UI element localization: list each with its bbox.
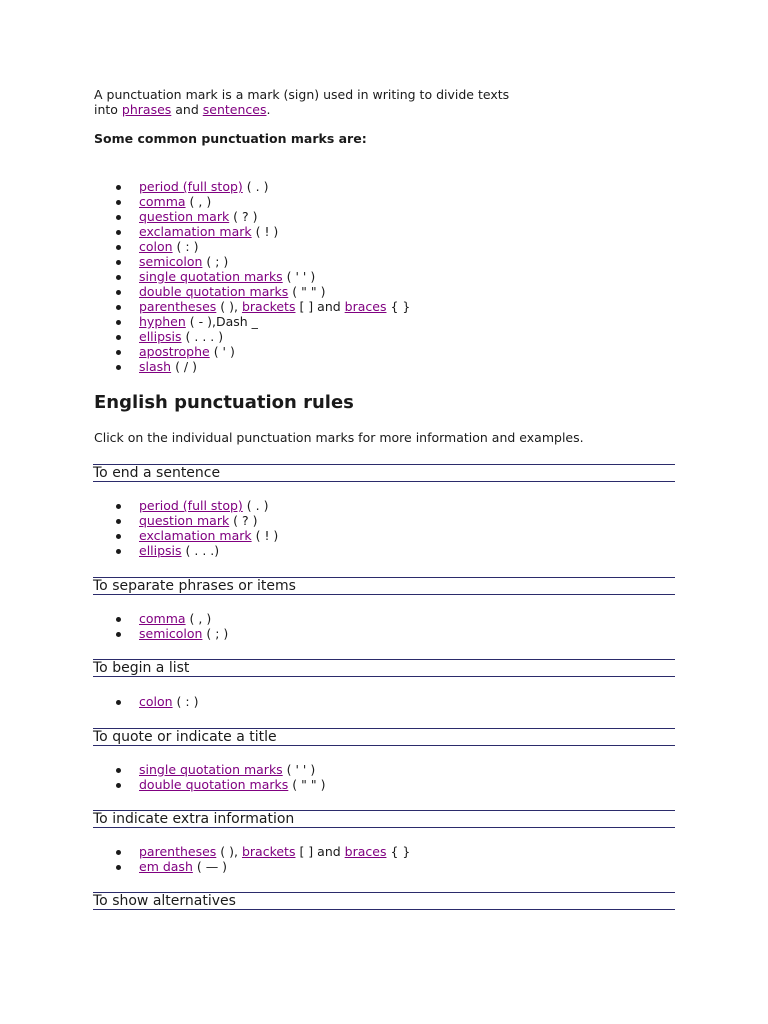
item-symbol: ( . . . ) bbox=[181, 329, 224, 344]
intro-line-2 bbox=[94, 102, 509, 117]
list-item bbox=[94, 762, 325, 777]
list-item bbox=[94, 498, 278, 513]
intro-paragraph bbox=[94, 87, 509, 117]
begin-list-list bbox=[94, 694, 198, 709]
link-semicolon[interactable]: semicolon bbox=[139, 626, 203, 641]
section-heading-end-sentence: To end a sentence bbox=[93, 464, 675, 482]
link-single-quotation-marks[interactable]: single quotation marks bbox=[139, 269, 283, 284]
link-brackets[interactable]: brackets bbox=[241, 844, 296, 859]
item-symbol: ( ' ' ) bbox=[282, 762, 316, 777]
item-symbol: ( , ) bbox=[185, 194, 212, 209]
item-symbol: ( ), bbox=[216, 299, 242, 314]
link-sentences[interactable]: sentences bbox=[202, 102, 267, 117]
list-item bbox=[94, 239, 410, 254]
list-item bbox=[94, 859, 410, 874]
item-symbol: ( — ) bbox=[192, 859, 228, 874]
list-item bbox=[94, 254, 410, 269]
section-heading-separate: To separate phrases or items bbox=[93, 577, 675, 595]
link-ellipsis[interactable]: ellipsis bbox=[139, 329, 182, 344]
list-item bbox=[94, 513, 278, 528]
list-item bbox=[94, 777, 325, 792]
item-symbol: ( " " ) bbox=[288, 284, 326, 299]
list-item bbox=[94, 284, 410, 299]
link-slash[interactable]: slash bbox=[139, 359, 172, 374]
link-brackets[interactable]: brackets bbox=[241, 299, 296, 314]
item-symbol: ( . ) bbox=[242, 498, 269, 513]
item-symbol: ( " " ) bbox=[288, 777, 326, 792]
link-double-quotation-marks[interactable]: double quotation marks bbox=[139, 777, 289, 792]
list-item bbox=[94, 344, 410, 359]
section-heading-extra-info: To indicate extra information bbox=[93, 810, 675, 828]
link-single-quotation-marks[interactable]: single quotation marks bbox=[139, 762, 283, 777]
link-ellipsis[interactable]: ellipsis bbox=[139, 543, 182, 558]
item-symbol: ( ! ) bbox=[251, 224, 279, 239]
link-comma[interactable]: comma bbox=[139, 194, 186, 209]
link-period[interactable]: period (full stop) bbox=[139, 498, 243, 513]
common-marks-heading: Some common punctuation marks are: bbox=[94, 131, 367, 146]
item-symbol: ( ? ) bbox=[229, 209, 258, 224]
quote-list bbox=[94, 762, 325, 792]
item-symbol: ( : ) bbox=[172, 239, 199, 254]
list-item bbox=[94, 269, 410, 284]
list-item bbox=[94, 694, 198, 709]
list-item bbox=[94, 611, 228, 626]
intro-text: and bbox=[171, 102, 203, 117]
section-heading-quote: To quote or indicate a title bbox=[93, 728, 675, 746]
list-item bbox=[94, 209, 410, 224]
link-question-mark[interactable]: question mark bbox=[139, 513, 230, 528]
item-symbol: ( : ) bbox=[172, 694, 199, 709]
item-symbol: ( / ) bbox=[171, 359, 197, 374]
intro-text: into bbox=[94, 102, 122, 117]
page-title: English punctuation rules bbox=[94, 392, 354, 413]
link-hyphen[interactable]: hyphen bbox=[139, 314, 186, 329]
link-period[interactable]: period (full stop) bbox=[139, 179, 243, 194]
extra-info-list bbox=[94, 844, 410, 874]
item-symbol: [ ] and bbox=[295, 299, 345, 314]
item-symbol: ( ! ) bbox=[251, 528, 279, 543]
link-phrases[interactable]: phrases bbox=[121, 102, 172, 117]
item-symbol: ( . ) bbox=[242, 179, 269, 194]
link-apostrophe[interactable]: apostrophe bbox=[139, 344, 210, 359]
item-symbol: ( ' ' ) bbox=[282, 269, 316, 284]
item-symbol: ( ? ) bbox=[229, 513, 258, 528]
item-symbol: ( . . .) bbox=[181, 543, 220, 558]
list-item bbox=[94, 844, 410, 859]
intro-text: . bbox=[266, 102, 271, 117]
list-item bbox=[94, 543, 278, 558]
item-symbol: ( - ),Dash _ bbox=[185, 314, 258, 329]
link-braces[interactable]: braces bbox=[344, 844, 387, 859]
item-symbol: { } bbox=[386, 299, 411, 314]
list-item bbox=[94, 194, 410, 209]
intro-line-1: A punctuation mark is a mark (sign) used in writing to divide texts bbox=[94, 87, 510, 102]
link-em-dash[interactable]: em dash bbox=[139, 859, 193, 874]
link-exclamation-mark[interactable]: exclamation mark bbox=[139, 528, 252, 543]
link-parentheses[interactable]: parentheses bbox=[139, 299, 217, 314]
section-heading-begin-list: To begin a list bbox=[93, 659, 675, 677]
end-sentence-list bbox=[94, 498, 278, 558]
link-parentheses[interactable]: parentheses bbox=[139, 844, 217, 859]
link-exclamation-mark[interactable]: exclamation mark bbox=[139, 224, 252, 239]
item-symbol: [ ] and bbox=[295, 844, 345, 859]
list-item bbox=[94, 329, 410, 344]
item-symbol: { } bbox=[386, 844, 411, 859]
link-colon[interactable]: colon bbox=[139, 694, 173, 709]
link-question-mark[interactable]: question mark bbox=[139, 209, 230, 224]
list-item bbox=[94, 314, 410, 329]
list-item bbox=[94, 626, 228, 641]
item-symbol: ( ; ) bbox=[202, 626, 229, 641]
rules-intro: Click on the individual punctuation marks for more information and examples. bbox=[94, 430, 584, 445]
item-symbol: ( , ) bbox=[185, 611, 212, 626]
link-double-quotation-marks[interactable]: double quotation marks bbox=[139, 284, 289, 299]
link-colon[interactable]: colon bbox=[139, 239, 173, 254]
section-heading-alternatives: To show alternatives bbox=[93, 892, 675, 910]
common-marks-list bbox=[94, 179, 410, 374]
list-item bbox=[94, 528, 278, 543]
separate-list bbox=[94, 611, 228, 641]
list-item bbox=[94, 359, 410, 374]
item-symbol: ( ' ) bbox=[209, 344, 235, 359]
link-semicolon[interactable]: semicolon bbox=[139, 254, 203, 269]
item-symbol: ( ), bbox=[216, 844, 242, 859]
list-item bbox=[94, 299, 410, 314]
list-item bbox=[94, 224, 410, 239]
list-item bbox=[94, 179, 410, 194]
link-comma[interactable]: comma bbox=[139, 611, 186, 626]
item-symbol: ( ; ) bbox=[202, 254, 229, 269]
link-braces[interactable]: braces bbox=[344, 299, 387, 314]
